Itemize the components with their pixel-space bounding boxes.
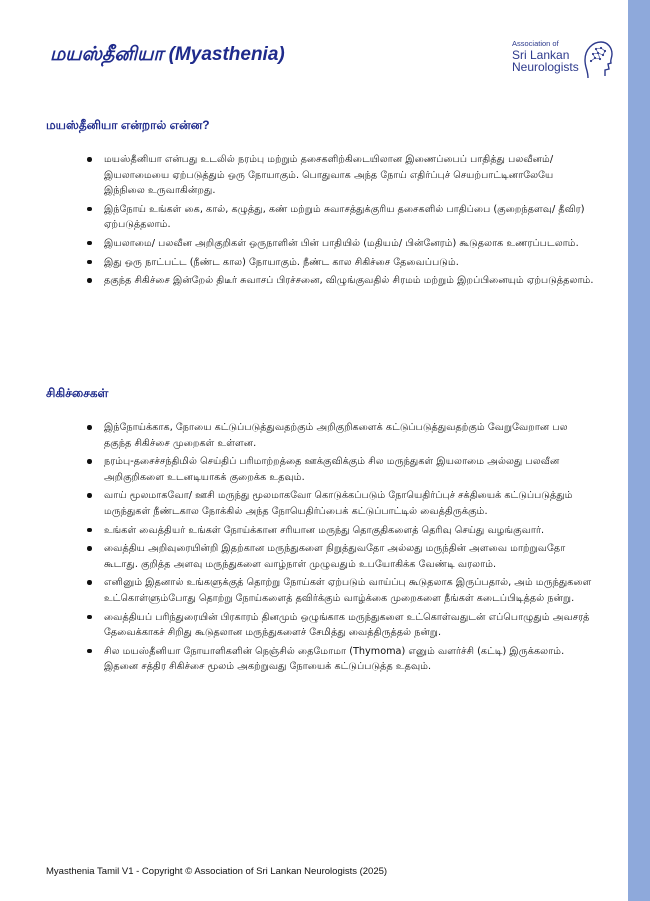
- list-item: எனினும் இதனால் உங்களுக்குத் தொற்று நோய்கள் ஏற்படும் வாய்ப்பு கூடுதலாக இருப்பதால், அம் மருந்துகளை உட்கொள்ளும்போது தொற்று நோய்களைத் தவிர்க்கும் வாழ்க்கை முறைகளை நீங்கள் கடைப்பிடித்தல் நன்று.: [0, 575, 628, 606]
- logo-line-3: Neurologists: [512, 60, 579, 75]
- list-item: இது ஒரு நாட்பட்ட (நீண்ட கால) நோயாகும். நீண்ட கால சிகிச்சை தேவைப்படும்.: [0, 255, 628, 271]
- list-item: தகுந்த சிகிச்சை இன்றேல் திடீர் சுவாசப் பிரச்சனை, விழுங்குவதில் சிரமம் மற்றும் இறப்பினையும் ஏற்படுத்தலாம்.: [0, 273, 628, 289]
- logo-line-2: Sri Lankan: [512, 47, 570, 62]
- treatments-list: [0, 420, 628, 678]
- logo-text: [512, 40, 579, 74]
- list-item: இயலாமை/ பலவீன அறிகுறிகள் ஒருநாளின் பின் பாதியில் (மதியம்/ பின்னேரம்) கூடுதலாக உணரப்படலாம்.: [0, 236, 628, 252]
- list-item: உங்கள் வைத்தியர் உங்கள் நோய்க்கான சரியான மருந்து தொகுதிகளைத் தெரிவு செய்து வழங்குவார்.: [0, 523, 628, 539]
- what-is-list: [0, 152, 628, 292]
- list-item: வைத்தியப் பரிந்துரையின் பிரகாரம் தினமும் ஒழுங்காக மருந்துகளை உட்கொள்வதுடன் எப்பொழுதும் அவசரத் தேவைக்காகச் சிறிது கூடுதலான மருந்துகளைச் சேமித்து வைத்திருத்தல் நன்று.: [0, 610, 628, 641]
- logo-line-1: Association of: [512, 39, 559, 48]
- organization-logo: [512, 40, 622, 88]
- list-item: வைத்திய அறிவுரையின்றி இதற்கான மருந்துகளை நிறுத்துவதோ அல்லது மருந்தின் அளவை மாற்றுவதோ கூடாது. குறித்த அளவு மருந்துகளை வாழ்நாள் முழுவதும் உபயோகிக்க வேண்டி வரலாம்.: [0, 541, 628, 572]
- section-heading-treatments: சிகிச்சைகள்: [46, 386, 109, 400]
- section-heading-what-is: மயஸ்தீனியா என்றால் என்ன?: [46, 118, 210, 132]
- brain-head-icon: [582, 40, 614, 80]
- list-item: இந்நோய் உங்கள் கை, கால், கழுத்து, கண் மற்றும் சுவாசத்துக்குரிய தசைகளில் பாதிப்பை (குறைந்தளவு/ தீவிர) ஏற்படுத்தலாம்.: [0, 202, 628, 233]
- list-item: இந்நோய்க்காக, நோயை கட்டுப்படுத்துவதற்கும் அறிகுறிகளைக் கட்டுப்படுத்துவதற்கும் வேறுவேறான பல தகுந்த சிகிச்சை முறைகள் உள்ளன.: [0, 420, 628, 451]
- list-item: மயஸ்தீனியா என்பது உடலில் நரம்பு மற்றும் தசைகளிற்கிடையிலான இணைப்பைப் பாதித்து பலவீனம்/ இயலாமையை ஏற்படுத்தும் ஒரு நோயாகும். பொதுவாக அந்த நோய் எதிர்ப்புச் செயற்பாட்டினாலேயே இந்நிலை உருவாகின்றது.: [0, 152, 628, 199]
- list-item: நரம்பு-தசைச்சந்திமில் செய்திப் பரிமாற்றத்தை ஊக்குவிக்கும் சில மருந்துகள் இயலாமை அல்லது பலவீன அறிகுறிகளை உடனடியாகக் குறைக்க உதவும்.: [0, 454, 628, 485]
- page-footer: Myasthenia Tamil V1 - Copyright © Association of Sri Lankan Neurologists (2025): [46, 866, 388, 877]
- list-item: வாய் மூலமாகவோ/ ஊசி மருந்து மூலமாகவோ கொடுக்கப்படும் நோயெதிர்ப்புச் சக்தியைக் கட்டுப்படுத்தும் மருந்துகள் நீண்டகால நோக்கில் அந்த நோயெதிர்ப்பைக் கட்டுப்பாட்டில் வைத்திருக்கும்.: [0, 488, 628, 519]
- document-title: மயஸ்தீனியா (Myasthenia): [50, 44, 285, 65]
- list-item: சில மயஸ்தீனியா நோயாளிகளின் நெஞ்சில் தைமோமா (Thymoma) எனும் வளர்ச்சி (கட்டி) இருக்கலாம். இதனை சத்திர சிகிச்சை மூலம் அகற்றுவது நோயைக் கட்டுப்படுத்த உதவும்.: [0, 644, 628, 675]
